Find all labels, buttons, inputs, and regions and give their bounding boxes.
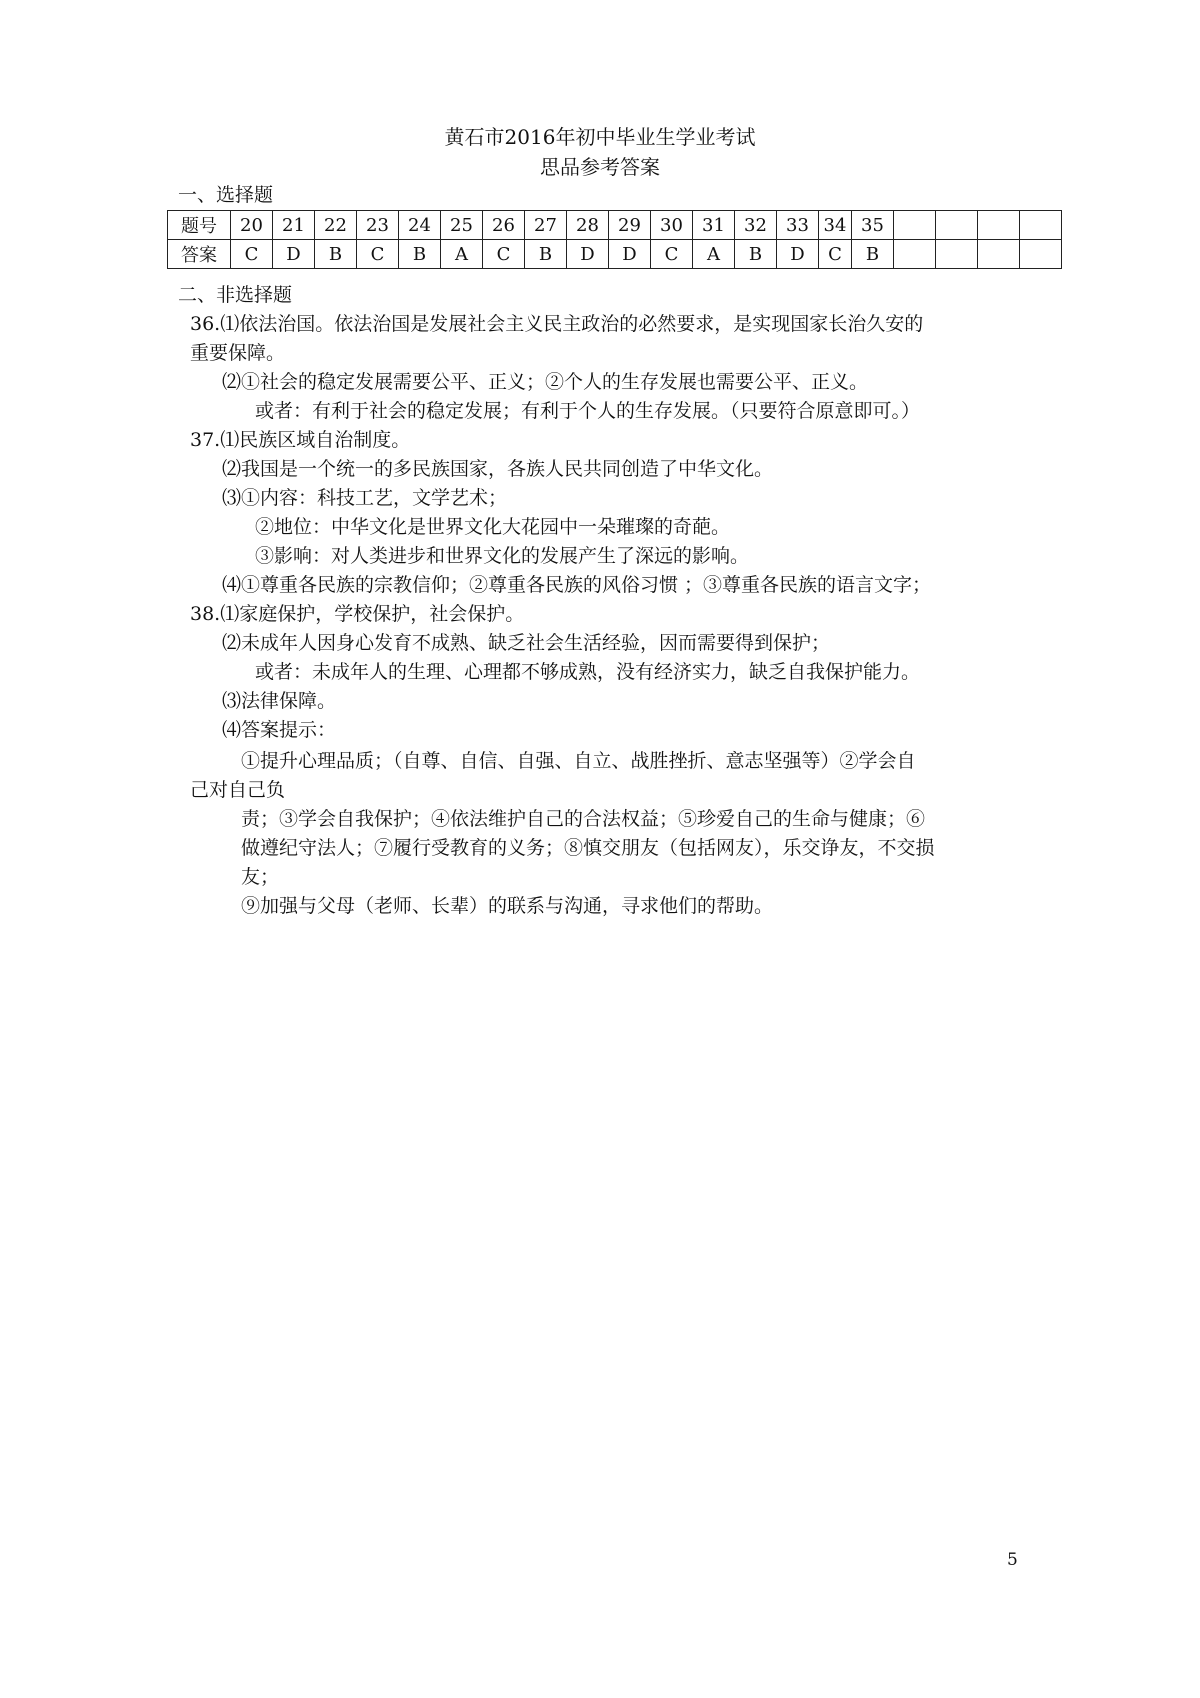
answer-line: ⑵我国是一个统一的多民族国家，各族人民共同创造了中华文化。 <box>222 458 774 480</box>
answer-line: ③影响：对人类进步和世界文化的发展产生了深远的影响。 <box>255 545 750 567</box>
answer-line: ⑶法律保障。 <box>222 690 337 712</box>
answer-cell: C <box>483 240 525 269</box>
answer-line: 或者：有利于社会的稳定发展；有利于个人的生存发展。（只要符合原意即可。） <box>255 400 921 422</box>
answer-cell: A <box>441 240 483 269</box>
answer-cell: C <box>651 240 693 269</box>
question-number-cell: 35 <box>852 211 894 240</box>
answer-cell: B <box>399 240 441 269</box>
answer-table <box>167 210 1062 269</box>
answer-line: ⑷①尊重各民族的宗教信仰；②尊重各民族的风俗习惯 ；③尊重各民族的语言文字； <box>222 574 932 596</box>
answer-cell: D <box>273 240 315 269</box>
answer-line: ①提升心理品质；（自尊、自信、自强、自立、战胜挫折、意志坚强等）②学会自 <box>241 750 916 772</box>
row-label-answer: 答案 <box>168 240 231 269</box>
answer-line: 责；③学会自我保护；④依法维护自己的合法权益；⑤珍爱自己的生命与健康；⑥ <box>241 808 926 830</box>
question-number-cell: 31 <box>693 211 735 240</box>
table-row <box>168 240 1062 269</box>
question-number-cell: 28 <box>567 211 609 240</box>
question-number-cell: 29 <box>609 211 651 240</box>
answer-line: 友； <box>241 866 280 888</box>
answer-cell: B <box>315 240 357 269</box>
answer-line: 38.⑴家庭保护，学校保护，社会保护。 <box>190 603 525 625</box>
question-number-cell <box>936 211 978 240</box>
answer-line: ⑶①内容：科技工艺，文学艺术； <box>222 487 508 509</box>
answer-cell: C <box>231 240 273 269</box>
question-number-cell: 26 <box>483 211 525 240</box>
answer-cell: B <box>525 240 567 269</box>
answer-cell <box>894 240 936 269</box>
answer-line: ⑵未成年人因身心发育不成熟、缺乏社会生活经验，因而需要得到保护； <box>222 632 831 654</box>
question-number-cell: 32 <box>735 211 777 240</box>
answer-cell: B <box>735 240 777 269</box>
answer-cell: D <box>777 240 819 269</box>
question-number-cell <box>978 211 1020 240</box>
answer-line: 或者：未成年人的生理、心理都不够成熟，没有经济实力，缺乏自我保护能力。 <box>255 661 921 683</box>
section-heading-choice: 一、选择题 <box>178 184 274 206</box>
document-subtitle: 思品参考答案 <box>540 155 660 179</box>
answer-line: ⑷答案提示： <box>222 719 337 741</box>
answer-line: 37.⑴民族区域自治制度。 <box>190 429 411 451</box>
question-number-cell: 23 <box>357 211 399 240</box>
answer-cell: C <box>357 240 399 269</box>
answer-line: 己对自己负 <box>190 779 286 801</box>
answer-line: ②地位：中华文化是世界文化大花园中一朵璀璨的奇葩。 <box>255 516 731 538</box>
question-number-cell: 25 <box>441 211 483 240</box>
question-number-cell: 34 <box>819 211 852 240</box>
answer-line: 做遵纪守法人；⑦履行受教育的义务；⑧慎交朋友（包括网友），乐交诤友，不交损 <box>241 837 935 859</box>
answer-cell <box>936 240 978 269</box>
question-number-cell: 33 <box>777 211 819 240</box>
table-row <box>168 211 1062 240</box>
question-number-cell: 22 <box>315 211 357 240</box>
answer-cell: D <box>567 240 609 269</box>
question-number-cell: 30 <box>651 211 693 240</box>
section-heading-nonchoice: 二、非选择题 <box>178 284 293 306</box>
question-number-cell <box>1020 211 1062 240</box>
answer-line: ⑵①社会的稳定发展需要公平、正义；②个人的生存发展也需要公平、正义。 <box>222 371 869 393</box>
row-label-number: 题号 <box>168 211 231 240</box>
answer-line: ⑨加强与父母（老师、长辈）的联系与沟通，寻求他们的帮助。 <box>241 895 774 917</box>
question-number-cell: 20 <box>231 211 273 240</box>
answer-line: 36.⑴依法治国。依法治国是发展社会主义民主政治的必然要求，是实现国家长治久安的 <box>190 313 924 335</box>
answer-cell <box>978 240 1020 269</box>
question-number-cell: 27 <box>525 211 567 240</box>
answer-cell: B <box>852 240 894 269</box>
answer-line: 重要保障。 <box>190 342 286 364</box>
answer-cell: A <box>693 240 735 269</box>
answer-cell: C <box>819 240 852 269</box>
answer-cell: D <box>609 240 651 269</box>
document-title: 黄石市2016年初中毕业生学业考试 <box>444 125 756 149</box>
question-number-cell <box>894 211 936 240</box>
page-number: 5 <box>1007 1550 1018 1570</box>
question-number-cell: 21 <box>273 211 315 240</box>
question-number-cell: 24 <box>399 211 441 240</box>
answer-cell <box>1020 240 1062 269</box>
